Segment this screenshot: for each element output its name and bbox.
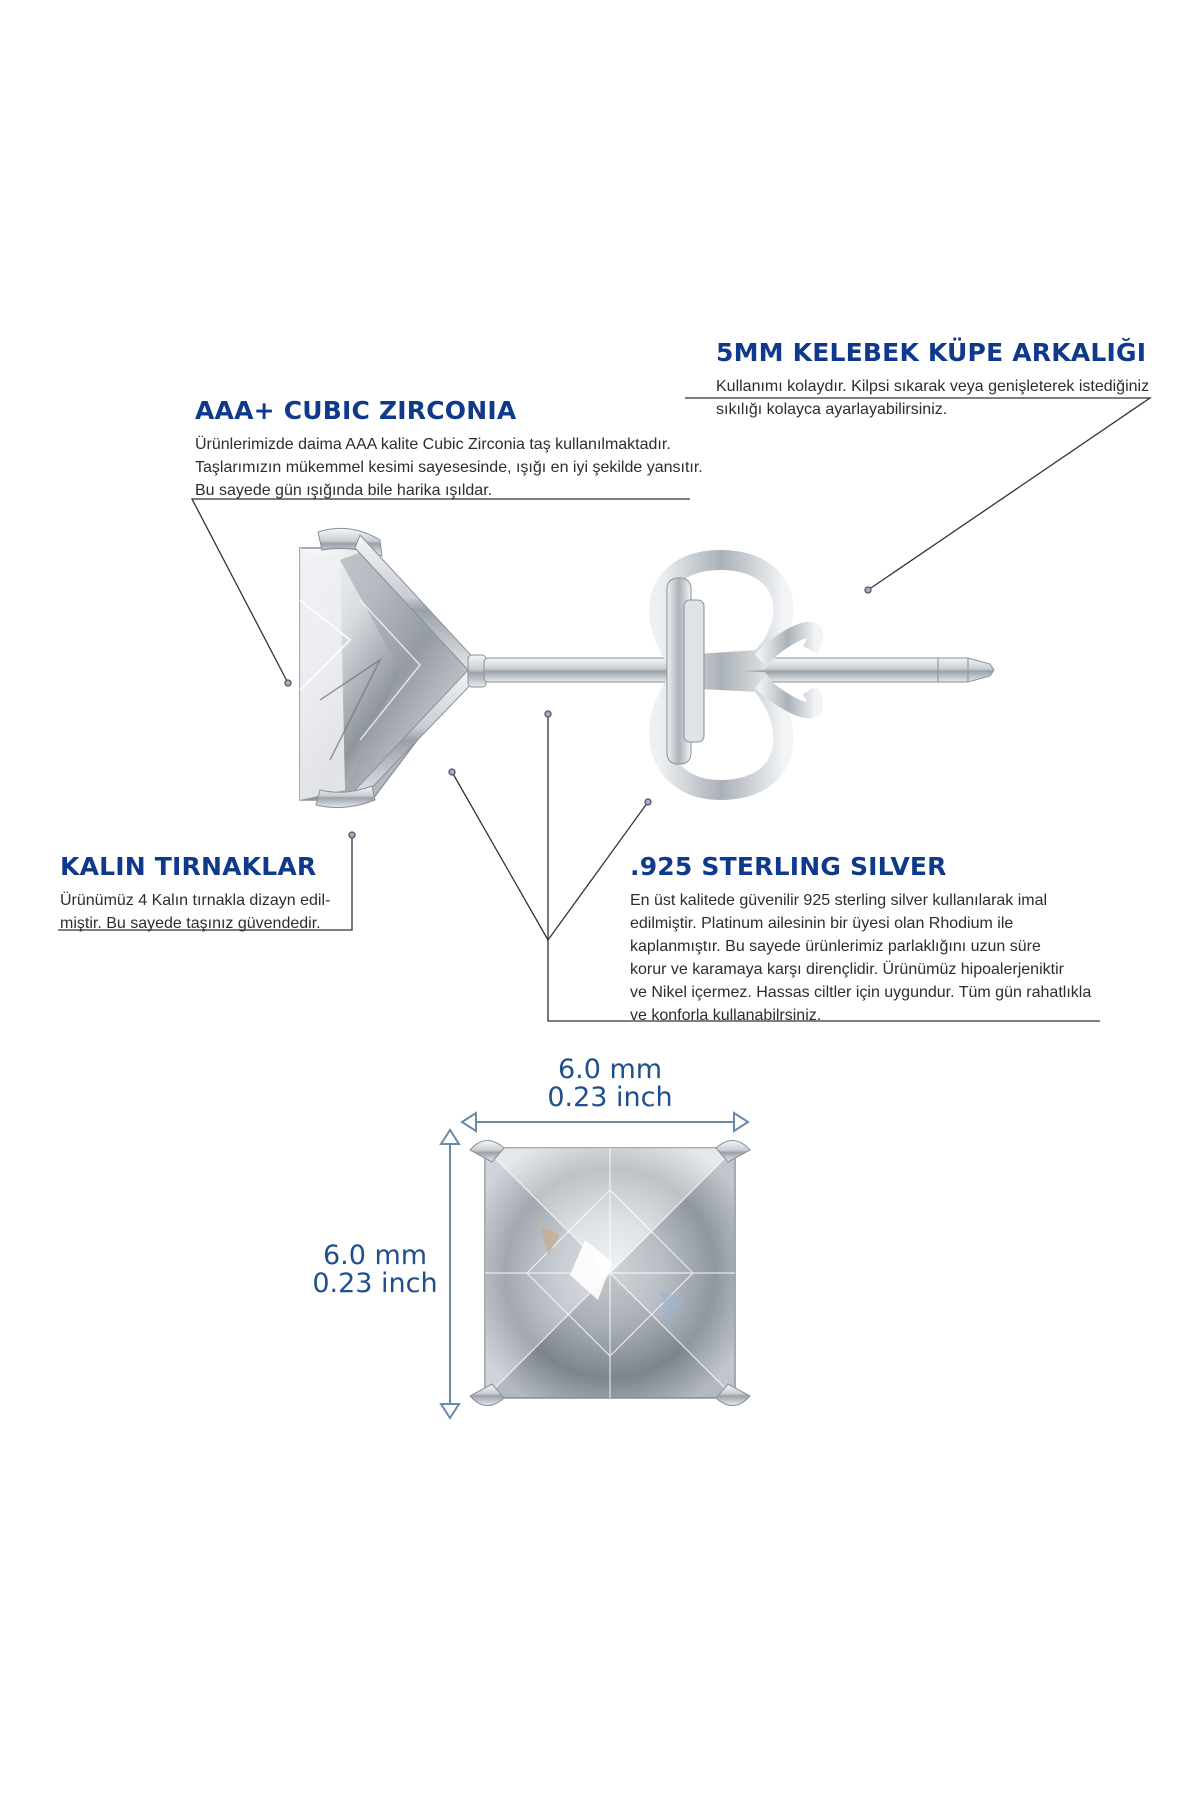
callout-back-line: sıkılığı kolayca ayarlayabilirsiniz.: [716, 401, 948, 418]
callout-zirconia-line: Taşlarımızın mükemmel kesimi sayesesinde, ışığı en iyi şekilde yansıtır.: [195, 459, 703, 476]
callout-zirconia-line: Ürünlerimizde daima AAA kalite Cubic Zirconia taş kullanılmaktadır.: [195, 436, 671, 453]
width-mm: 6.0 mm: [557, 1054, 663, 1085]
width-inch: 0.23 inch: [547, 1082, 673, 1113]
callout-sterling-silver: [630, 852, 1091, 1027]
callout-zirconia-title: AAA+ CUBIC ZIRCONIA: [195, 396, 517, 425]
callout-prongs: [60, 852, 330, 935]
height-dimension-label: [300, 1242, 450, 1298]
gem-top-view: [470, 1140, 750, 1405]
callout-prongs-line: miştir. Bu sayede taşınız güvendedir.: [60, 915, 321, 932]
width-dimension-label: [530, 1056, 690, 1112]
callout-silver-body: [630, 889, 1091, 1027]
callout-silver-line: ve konforla kullanabilrsiniz.: [630, 1007, 822, 1024]
callout-prongs-body: [60, 889, 330, 935]
callout-back-line: Kullanımı kolaydır. Kilpsi sıkarak veya genişleterek istediğiniz: [716, 378, 1150, 395]
width-dimension-arrow: [462, 1113, 748, 1131]
callout-silver-line: edilmiştir. Platinum ailesinin bir üyesi olan Rhodium ile: [630, 915, 1014, 932]
height-inch: 0.23 inch: [312, 1268, 438, 1299]
callout-zirconia-body: [195, 433, 703, 502]
callout-butterfly-back: [716, 338, 1149, 421]
callout-silver-line: kaplanmıştır. Bu sayede ürünlerimiz parlaklığını uzun süre: [630, 938, 1041, 955]
earring-side-view: [300, 528, 994, 807]
callout-silver-line: En üst kalitede güvenilir 925 sterling silver kullanılarak imal: [630, 892, 1048, 909]
height-mm: 6.0 mm: [322, 1240, 428, 1271]
callout-silver-title: .925 STERLING SILVER: [630, 852, 947, 881]
callout-zirconia: [195, 396, 703, 502]
callout-silver-line: korur ve karamaya karşı dirençlidir. Ürünümüz hipoalerjeniktir: [630, 961, 1064, 978]
callout-back-body: [716, 375, 1149, 421]
callout-silver-line: ve Nikel içermez. Hassas ciltler için uygundur. Tüm gün rahatlıkla: [630, 984, 1092, 1001]
callout-back-title: 5MM KELEBEK KÜPE ARKALIĞI: [716, 338, 1147, 367]
callout-zirconia-line: Bu sayede gün ışığında bile harika ışıldar.: [195, 482, 493, 499]
callout-prongs-title: KALIN TIRNAKLAR: [60, 852, 317, 881]
callout-prongs-line: Ürünümüz 4 Kalın tırnakla dizayn edil-: [60, 892, 331, 909]
